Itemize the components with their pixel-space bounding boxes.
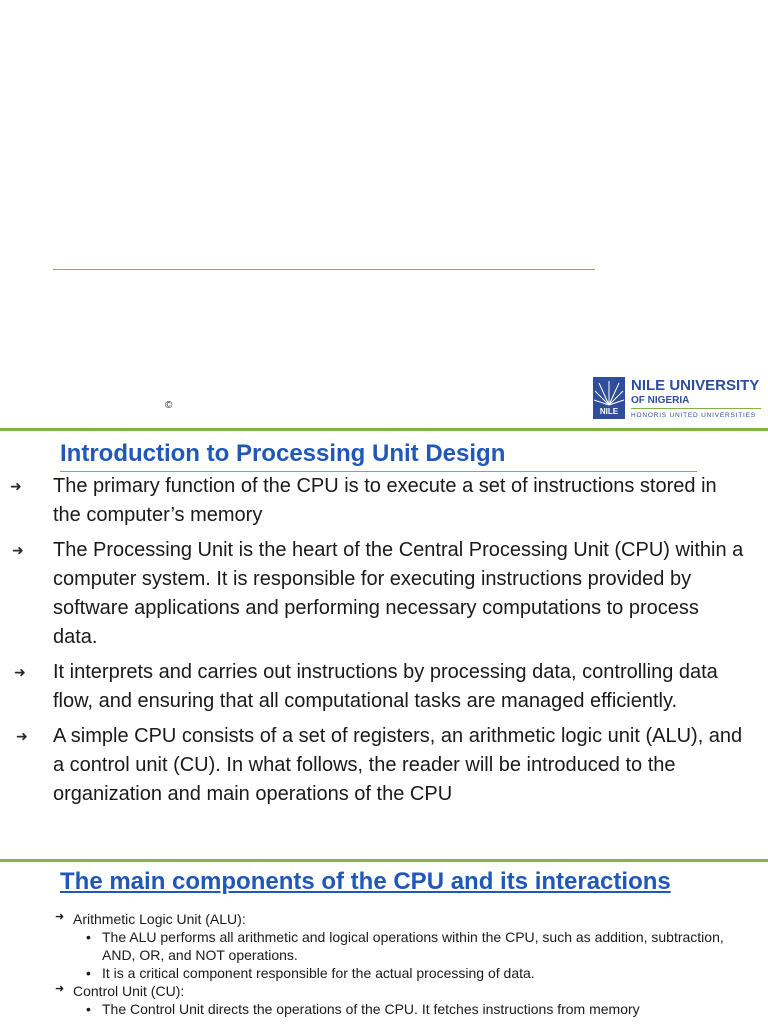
bullet-text: It interprets and carries out instructions by processing data, controlling data flow, and ensuring that all computational tasks are managed efficiently. [53, 661, 718, 712]
arrow-right-icon: ➜ [55, 983, 65, 995]
list-item [0, 536, 768, 652]
arrow-right-icon: ➜ [12, 542, 24, 558]
bullet-text: A simple CPU consists of a set of registers, an arithmetic logic unit (ALU), and a control unit (CU). In what follows, the reader will be introduced to the organization and main operations of the CPU [53, 725, 743, 805]
bullet-text: The primary function of the CPU is to execute a set of instructions stored in the computer’s memory [53, 475, 717, 526]
logo-tagline: HONORIS UNITED UNIVERSITIES [631, 412, 756, 419]
footer-rule [53, 269, 595, 270]
logo-mark-text: NILE [599, 407, 619, 416]
sub-list-item: • The ALU performs all arithmetic and logical operations within the CPU, such as addition, subtraction, AND, OR, and NOT operations. [73, 928, 755, 964]
component-label: Control Unit (CU): [73, 983, 185, 999]
university-logo [593, 377, 763, 423]
list-item [55, 910, 755, 982]
sub-list-item: • The Control Unit directs the operations of the CPU. It fetches instructions from memory [73, 1000, 755, 1018]
component-list [55, 910, 755, 1018]
page-divider [0, 428, 768, 431]
list-item [0, 658, 768, 716]
sub-list [73, 928, 755, 982]
copyright-mark: © [165, 400, 173, 411]
list-item [0, 472, 768, 530]
arrow-right-icon: ➜ [10, 478, 22, 494]
section-title: Introduction to Processing Unit Design [60, 440, 506, 467]
sub-list-item: • It is a critical component responsible for the actual processing of data. [73, 964, 755, 982]
arrow-right-icon: ➜ [14, 664, 26, 680]
page-divider [0, 859, 768, 862]
component-label: Arithmetic Logic Unit (ALU): [73, 911, 246, 927]
logo-mark-icon [593, 377, 625, 419]
logo-name: NILE UNIVERSITY [631, 377, 760, 394]
arrow-right-icon: ➜ [55, 911, 65, 923]
section-title: The main components of the CPU and its interactions [60, 868, 671, 895]
logo-rule [631, 408, 761, 409]
logo-subname: OF NIGERIA [631, 395, 690, 406]
arrow-right-icon: ➜ [16, 728, 28, 744]
list-item [55, 982, 755, 1018]
bullet-list [0, 472, 768, 809]
sub-list [73, 1000, 755, 1018]
list-item [0, 722, 768, 809]
bullet-text: The Processing Unit is the heart of the Central Processing Unit (CPU) within a computer system. It is responsible for executing instructions provided by software applications and performing necessary computations to process data. [53, 539, 744, 648]
